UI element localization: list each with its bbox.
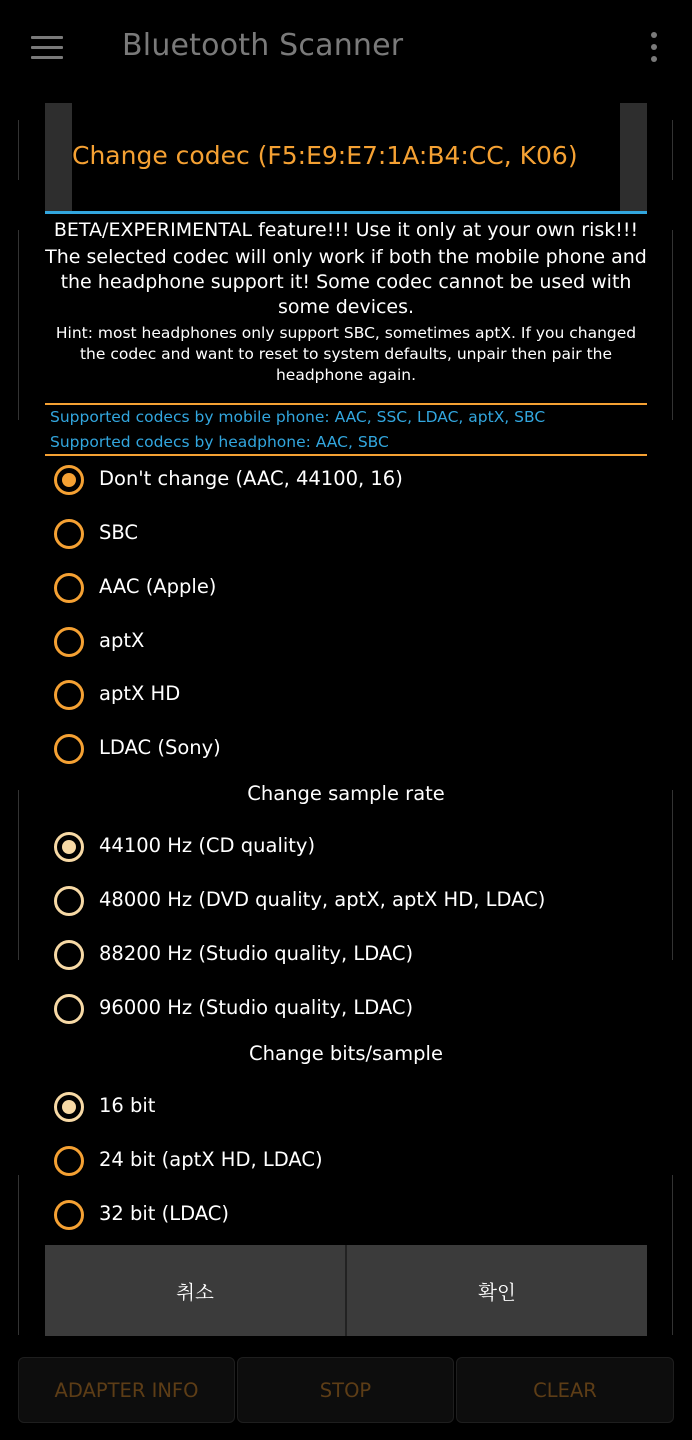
sample-rate-option[interactable] [45, 879, 647, 929]
dialog-button-row [45, 1245, 647, 1336]
background-divider [18, 120, 19, 180]
sample-rate-option-label: 96000 Hz (Studio quality, LDAC) [99, 996, 414, 1019]
title-divider [45, 211, 647, 214]
more-vert-icon[interactable] [648, 32, 660, 64]
radio-unselected-icon[interactable] [54, 994, 84, 1024]
background-divider [672, 230, 673, 420]
hint-text: Hint: most headphones only support SBC, sometimes aptX. If you changed the codec and want to reset to system defaults, unpair then pair the headphone again. [55, 324, 637, 384]
codec-option-label: aptX HD [99, 682, 181, 705]
hamburger-menu-icon[interactable] [31, 36, 63, 60]
sample-rate-option-label: 48000 Hz (DVD quality, aptX, aptX HD, LDAC) [99, 888, 546, 911]
beta-warning: BETA/EXPERIMENTAL feature!!! Use it only at your own risk!!! [53, 219, 639, 241]
radio-selected-icon[interactable] [54, 465, 84, 495]
bits-option[interactable] [45, 1139, 647, 1189]
ok-button[interactable]: 확인 [478, 1280, 516, 1304]
background-divider [18, 230, 19, 420]
supported-codecs-headphone: Supported codecs by headphone: AAC, SBC [50, 433, 389, 451]
radio-unselected-icon[interactable] [54, 734, 84, 764]
info-divider-bottom [45, 454, 647, 456]
sample-rate-option-label: 44100 Hz (CD quality) [99, 834, 316, 857]
bits-option[interactable] [45, 1085, 647, 1135]
radio-unselected-icon[interactable] [54, 680, 84, 710]
bits-option-label: 24 bit (aptX HD, LDAC) [99, 1148, 323, 1171]
info-divider-top [45, 403, 647, 405]
codec-option-label: AAC (Apple) [99, 575, 217, 598]
header-side-bar [620, 103, 647, 211]
sample-rate-option[interactable] [45, 987, 647, 1037]
header-side-bar [45, 103, 72, 211]
background-divider [672, 1175, 673, 1335]
codec-option-label: SBC [99, 521, 139, 544]
radio-selected-icon[interactable] [54, 832, 84, 862]
codec-option-label: Don't change (AAC, 44100, 16) [99, 467, 403, 490]
cancel-button[interactable]: 취소 [176, 1280, 214, 1304]
dialog-title: Change codec (F5:E9:E7:1A:B4:CC, K06) [72, 141, 578, 170]
sample-rate-option-label: 88200 Hz (Studio quality, LDAC) [99, 942, 414, 965]
codec-option[interactable] [45, 512, 647, 562]
radio-unselected-icon[interactable] [54, 627, 84, 657]
bits-option-label: 16 bit [99, 1094, 156, 1117]
radio-unselected-icon[interactable] [54, 519, 84, 549]
sample-rate-title: Change sample rate [247, 782, 445, 805]
codec-option-label: LDAC (Sony) [99, 736, 221, 759]
sample-rate-option[interactable] [45, 933, 647, 983]
sample-rate-option[interactable] [45, 825, 647, 875]
radio-unselected-icon[interactable] [54, 573, 84, 603]
codec-option[interactable] [45, 566, 647, 616]
background-divider [18, 1175, 19, 1335]
codec-option[interactable] [45, 727, 647, 777]
radio-unselected-icon[interactable] [54, 1200, 84, 1230]
adapter-info-button[interactable]: ADAPTER INFO [18, 1357, 235, 1423]
codec-option[interactable] [45, 673, 647, 723]
codec-option[interactable] [45, 458, 647, 508]
background-divider [18, 790, 19, 960]
radio-unselected-icon[interactable] [54, 940, 84, 970]
radio-selected-icon[interactable] [54, 1092, 84, 1122]
dialog-header [45, 103, 647, 211]
background-divider [672, 120, 673, 180]
bits-title: Change bits/sample [249, 1042, 443, 1065]
radio-unselected-icon[interactable] [54, 1146, 84, 1176]
clear-button[interactable]: CLEAR [456, 1357, 674, 1423]
supported-codecs-phone: Supported codecs by mobile phone: AAC, SSC, LDAC, aptX, SBC [50, 408, 546, 426]
codec-option-label: aptX [99, 629, 145, 652]
radio-unselected-icon[interactable] [54, 886, 84, 916]
stop-button[interactable]: STOP [237, 1357, 454, 1423]
app-bar [0, 0, 692, 96]
background-divider [672, 790, 673, 960]
support-warning: The selected codec will only work if both the mobile phone and the headphone support it! Some codec cannot be used with some devices. [45, 246, 647, 318]
change-codec-dialog [45, 103, 647, 1336]
app-title: Bluetooth Scanner [122, 28, 404, 63]
bits-option[interactable] [45, 1193, 647, 1243]
bits-option-label: 32 bit (LDAC) [99, 1202, 230, 1225]
codec-option[interactable] [45, 620, 647, 670]
